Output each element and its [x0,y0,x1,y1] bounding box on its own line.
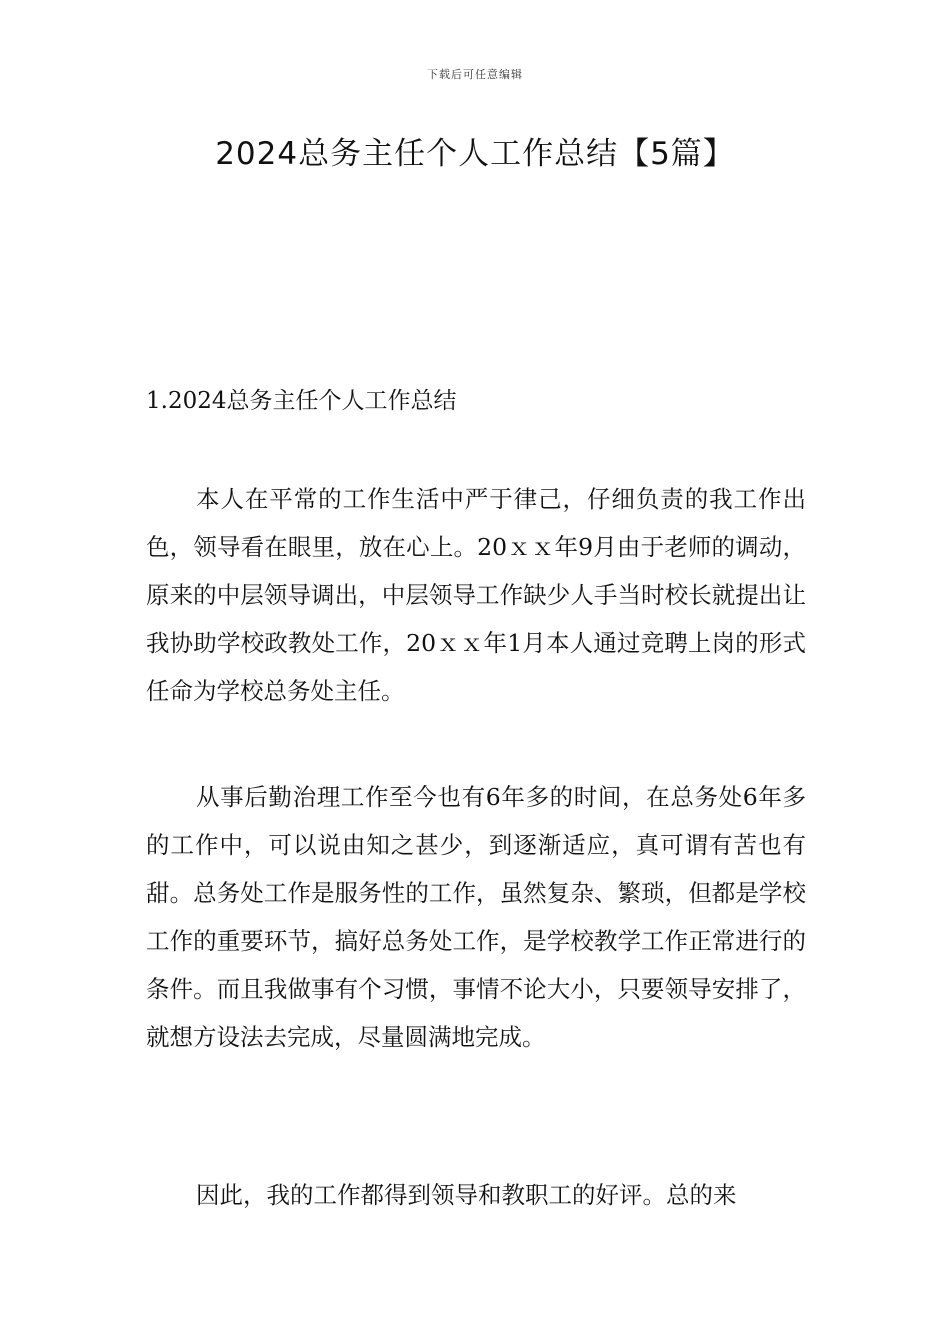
paragraph-3: 因此，我的工作都得到领导和教职工的好评。总的来 [196,1181,737,1209]
section-heading: 1.2024总务主任个人工作总结 [146,388,457,414]
document-title: 2024总务主任个人工作总结【5篇】 [215,136,735,172]
paragraph-2: 从事后勤治理工作至今也有6年多的时间，在总务处6年多的工作中，可以说由知之甚少，到逐渐适应，真可谓有苦也有甜。总务处工作是服务性的工作，虽然复杂、繁琐，但都是学校工作的重要环节，搞好总务处工作，是学校教学工作正常进行的条件。而且我做事有个习惯，事情不论大小，只要领导安排了，就想方设法去完成，尽量圆满地完成。 [146,783,806,1051]
header-note: 下载后可任意编辑 [427,68,523,81]
paragraph-1: 本人在平常的工作生活中严于律己，仔细负责的我工作出色，领导看在眼里，放在心上。20ｘｘ年9月由于老师的调动，原来的中层领导调出，中层领导工作缺少人手当时校长就提出让我协助学校政教处工作，20ｘｘ年1月本人通过竞聘上岗的形式任命为学校总务处主任。 [146,485,806,705]
